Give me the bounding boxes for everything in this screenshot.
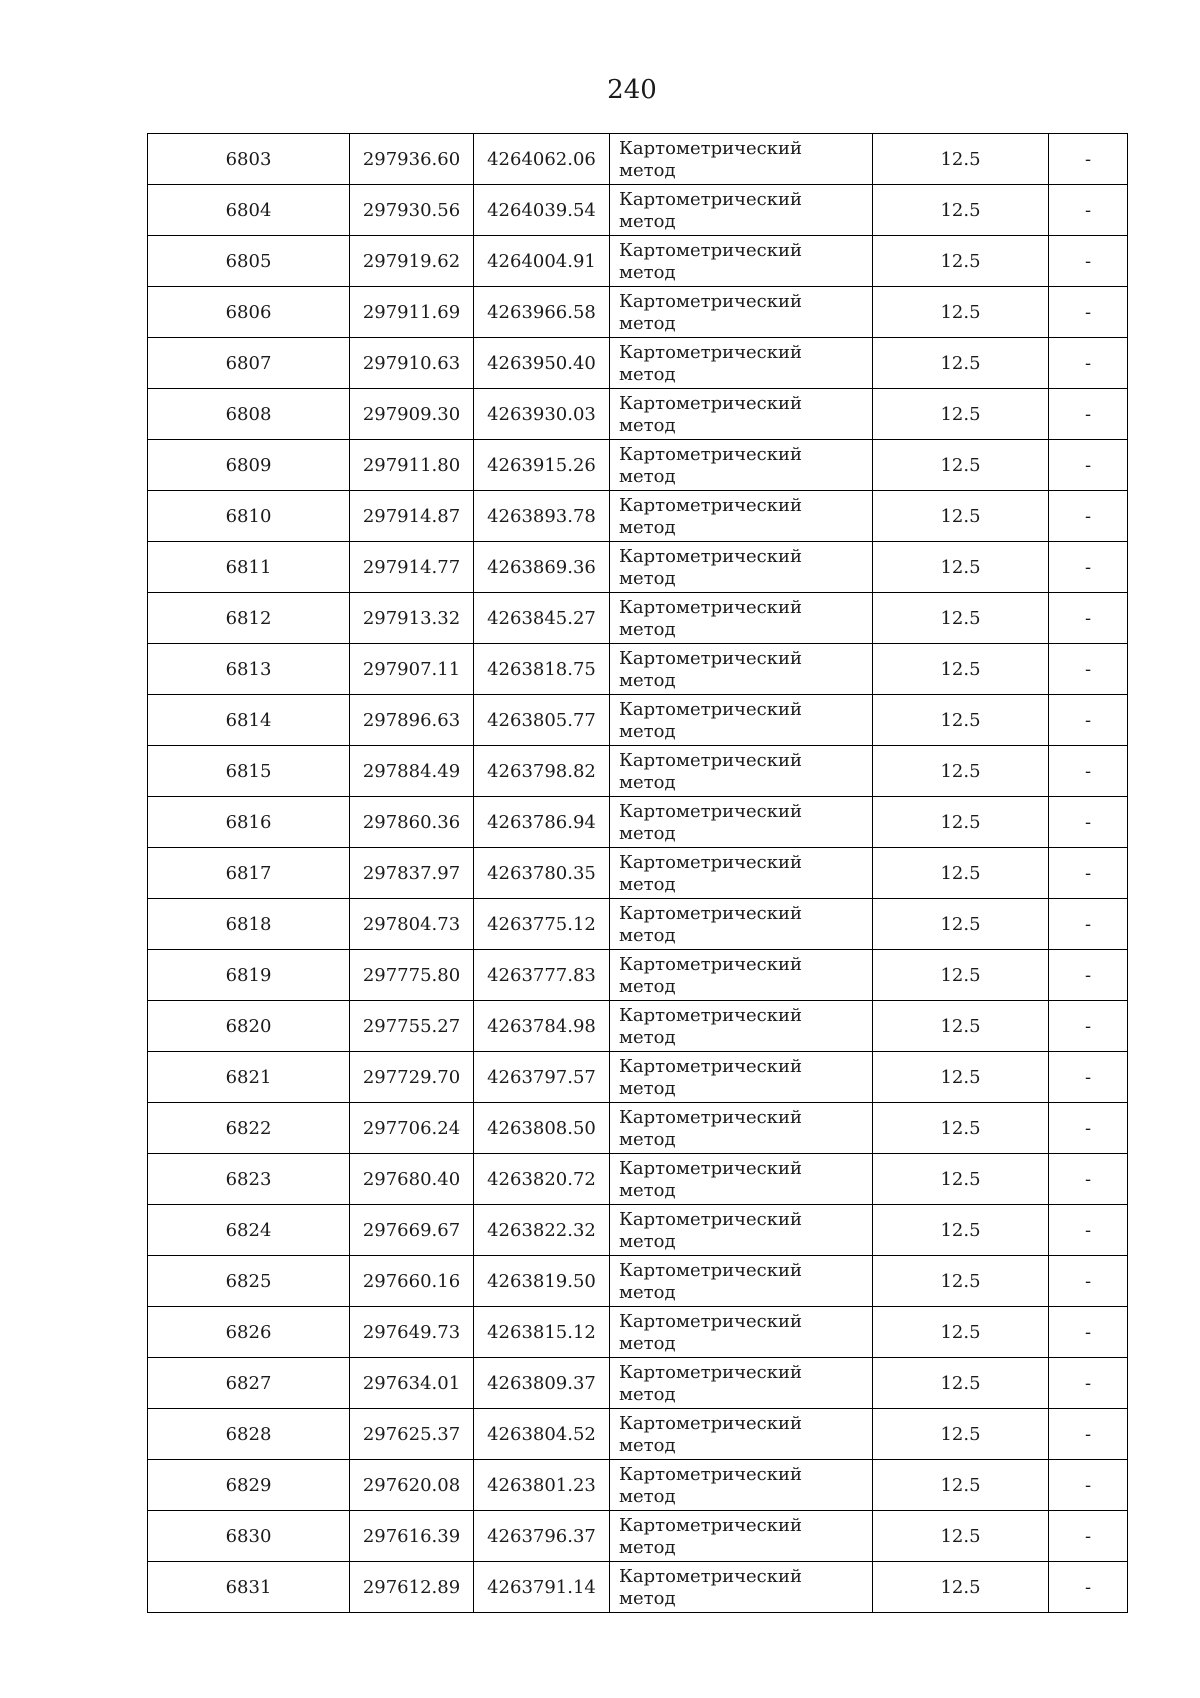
x-coordinate-cell: 297755.27 bbox=[350, 1001, 474, 1052]
method-cell: Картометрический метод bbox=[610, 1103, 873, 1154]
table-row bbox=[148, 389, 1128, 440]
point-number-cell: 6811 bbox=[148, 542, 350, 593]
accuracy-cell: 12.5 bbox=[873, 1052, 1049, 1103]
x-coordinate-cell: 297907.11 bbox=[350, 644, 474, 695]
point-number-cell: 6807 bbox=[148, 338, 350, 389]
accuracy-cell: 12.5 bbox=[873, 338, 1049, 389]
table-row bbox=[148, 593, 1128, 644]
method-cell: Картометрический метод bbox=[610, 746, 873, 797]
method-cell: Картометрический метод bbox=[610, 491, 873, 542]
accuracy-cell: 12.5 bbox=[873, 440, 1049, 491]
note-cell: - bbox=[1049, 797, 1128, 848]
x-coordinate-cell: 297649.73 bbox=[350, 1307, 474, 1358]
y-coordinate-cell: 4263808.50 bbox=[474, 1103, 610, 1154]
method-cell: Картометрический метод bbox=[610, 1511, 873, 1562]
table-row bbox=[148, 1103, 1128, 1154]
method-cell: Картометрический метод bbox=[610, 338, 873, 389]
accuracy-cell: 12.5 bbox=[873, 1562, 1049, 1613]
x-coordinate-cell: 297680.40 bbox=[350, 1154, 474, 1205]
x-coordinate-cell: 297909.30 bbox=[350, 389, 474, 440]
point-number-cell: 6827 bbox=[148, 1358, 350, 1409]
point-number-cell: 6820 bbox=[148, 1001, 350, 1052]
table-row bbox=[148, 1460, 1128, 1511]
x-coordinate-cell: 297930.56 bbox=[350, 185, 474, 236]
y-coordinate-cell: 4263791.14 bbox=[474, 1562, 610, 1613]
y-coordinate-cell: 4263809.37 bbox=[474, 1358, 610, 1409]
table-row bbox=[148, 1154, 1128, 1205]
point-number-cell: 6825 bbox=[148, 1256, 350, 1307]
point-number-cell: 6822 bbox=[148, 1103, 350, 1154]
x-coordinate-cell: 297837.97 bbox=[350, 848, 474, 899]
note-cell: - bbox=[1049, 1307, 1128, 1358]
x-coordinate-cell: 297936.60 bbox=[350, 134, 474, 185]
accuracy-cell: 12.5 bbox=[873, 389, 1049, 440]
note-cell: - bbox=[1049, 1052, 1128, 1103]
x-coordinate-cell: 297911.80 bbox=[350, 440, 474, 491]
note-cell: - bbox=[1049, 338, 1128, 389]
table-row bbox=[148, 1307, 1128, 1358]
note-cell: - bbox=[1049, 1460, 1128, 1511]
table-row bbox=[148, 440, 1128, 491]
method-cell: Картометрический метод bbox=[610, 593, 873, 644]
method-cell: Картометрический метод bbox=[610, 644, 873, 695]
x-coordinate-cell: 297919.62 bbox=[350, 236, 474, 287]
x-coordinate-cell: 297660.16 bbox=[350, 1256, 474, 1307]
note-cell: - bbox=[1049, 1562, 1128, 1613]
method-cell: Картометрический метод bbox=[610, 389, 873, 440]
table-row bbox=[148, 746, 1128, 797]
x-coordinate-cell: 297729.70 bbox=[350, 1052, 474, 1103]
y-coordinate-cell: 4263804.52 bbox=[474, 1409, 610, 1460]
note-cell: - bbox=[1049, 644, 1128, 695]
method-cell: Картометрический метод bbox=[610, 287, 873, 338]
accuracy-cell: 12.5 bbox=[873, 950, 1049, 1001]
table-row bbox=[148, 1256, 1128, 1307]
point-number-cell: 6826 bbox=[148, 1307, 350, 1358]
y-coordinate-cell: 4263950.40 bbox=[474, 338, 610, 389]
note-cell: - bbox=[1049, 185, 1128, 236]
point-number-cell: 6814 bbox=[148, 695, 350, 746]
note-cell: - bbox=[1049, 236, 1128, 287]
y-coordinate-cell: 4263784.98 bbox=[474, 1001, 610, 1052]
accuracy-cell: 12.5 bbox=[873, 1205, 1049, 1256]
accuracy-cell: 12.5 bbox=[873, 134, 1049, 185]
y-coordinate-cell: 4264062.06 bbox=[474, 134, 610, 185]
point-number-cell: 6818 bbox=[148, 899, 350, 950]
method-cell: Картометрический метод bbox=[610, 797, 873, 848]
accuracy-cell: 12.5 bbox=[873, 542, 1049, 593]
note-cell: - bbox=[1049, 593, 1128, 644]
point-number-cell: 6806 bbox=[148, 287, 350, 338]
accuracy-cell: 12.5 bbox=[873, 1103, 1049, 1154]
point-number-cell: 6817 bbox=[148, 848, 350, 899]
accuracy-cell: 12.5 bbox=[873, 287, 1049, 338]
page-number: 240 bbox=[607, 75, 657, 105]
point-number-cell: 6824 bbox=[148, 1205, 350, 1256]
accuracy-cell: 12.5 bbox=[873, 746, 1049, 797]
note-cell: - bbox=[1049, 950, 1128, 1001]
table-row bbox=[148, 1511, 1128, 1562]
note-cell: - bbox=[1049, 1103, 1128, 1154]
note-cell: - bbox=[1049, 1358, 1128, 1409]
method-cell: Картометрический метод bbox=[610, 1562, 873, 1613]
y-coordinate-cell: 4263915.26 bbox=[474, 440, 610, 491]
x-coordinate-cell: 297913.32 bbox=[350, 593, 474, 644]
y-coordinate-cell: 4263775.12 bbox=[474, 899, 610, 950]
accuracy-cell: 12.5 bbox=[873, 848, 1049, 899]
point-number-cell: 6809 bbox=[148, 440, 350, 491]
point-number-cell: 6829 bbox=[148, 1460, 350, 1511]
table-row bbox=[148, 1562, 1128, 1613]
point-number-cell: 6803 bbox=[148, 134, 350, 185]
x-coordinate-cell: 297706.24 bbox=[350, 1103, 474, 1154]
method-cell: Картометрический метод bbox=[610, 1256, 873, 1307]
x-coordinate-cell: 297612.89 bbox=[350, 1562, 474, 1613]
accuracy-cell: 12.5 bbox=[873, 593, 1049, 644]
method-cell: Картометрический метод bbox=[610, 1154, 873, 1205]
point-number-cell: 6815 bbox=[148, 746, 350, 797]
accuracy-cell: 12.5 bbox=[873, 644, 1049, 695]
method-cell: Картометрический метод bbox=[610, 134, 873, 185]
note-cell: - bbox=[1049, 1256, 1128, 1307]
y-coordinate-cell: 4263893.78 bbox=[474, 491, 610, 542]
method-cell: Картометрический метод bbox=[610, 542, 873, 593]
method-cell: Картометрический метод bbox=[610, 185, 873, 236]
y-coordinate-cell: 4263818.75 bbox=[474, 644, 610, 695]
accuracy-cell: 12.5 bbox=[873, 1511, 1049, 1562]
table-row bbox=[148, 185, 1128, 236]
table-row bbox=[148, 491, 1128, 542]
method-cell: Картометрический метод bbox=[610, 899, 873, 950]
y-coordinate-cell: 4263815.12 bbox=[474, 1307, 610, 1358]
note-cell: - bbox=[1049, 287, 1128, 338]
x-coordinate-cell: 297884.49 bbox=[350, 746, 474, 797]
note-cell: - bbox=[1049, 695, 1128, 746]
point-number-cell: 6821 bbox=[148, 1052, 350, 1103]
accuracy-cell: 12.5 bbox=[873, 185, 1049, 236]
point-number-cell: 6804 bbox=[148, 185, 350, 236]
method-cell: Картометрический метод bbox=[610, 1307, 873, 1358]
y-coordinate-cell: 4263796.37 bbox=[474, 1511, 610, 1562]
x-coordinate-cell: 297860.36 bbox=[350, 797, 474, 848]
note-cell: - bbox=[1049, 1001, 1128, 1052]
method-cell: Картометрический метод bbox=[610, 1205, 873, 1256]
x-coordinate-cell: 297625.37 bbox=[350, 1409, 474, 1460]
point-number-cell: 6813 bbox=[148, 644, 350, 695]
table-row bbox=[148, 1205, 1128, 1256]
y-coordinate-cell: 4263797.57 bbox=[474, 1052, 610, 1103]
method-cell: Картометрический метод bbox=[610, 1409, 873, 1460]
y-coordinate-cell: 4264004.91 bbox=[474, 236, 610, 287]
x-coordinate-cell: 297896.63 bbox=[350, 695, 474, 746]
method-cell: Картометрический метод bbox=[610, 1001, 873, 1052]
accuracy-cell: 12.5 bbox=[873, 236, 1049, 287]
accuracy-cell: 12.5 bbox=[873, 899, 1049, 950]
y-coordinate-cell: 4263805.77 bbox=[474, 695, 610, 746]
x-coordinate-cell: 297910.63 bbox=[350, 338, 474, 389]
method-cell: Картометрический метод bbox=[610, 1460, 873, 1511]
accuracy-cell: 12.5 bbox=[873, 1154, 1049, 1205]
point-number-cell: 6816 bbox=[148, 797, 350, 848]
accuracy-cell: 12.5 bbox=[873, 695, 1049, 746]
table-row bbox=[148, 950, 1128, 1001]
y-coordinate-cell: 4263820.72 bbox=[474, 1154, 610, 1205]
note-cell: - bbox=[1049, 542, 1128, 593]
table-row bbox=[148, 1409, 1128, 1460]
method-cell: Картометрический метод bbox=[610, 440, 873, 491]
y-coordinate-cell: 4263777.83 bbox=[474, 950, 610, 1001]
point-number-cell: 6830 bbox=[148, 1511, 350, 1562]
point-number-cell: 6810 bbox=[148, 491, 350, 542]
note-cell: - bbox=[1049, 491, 1128, 542]
accuracy-cell: 12.5 bbox=[873, 1460, 1049, 1511]
accuracy-cell: 12.5 bbox=[873, 1256, 1049, 1307]
accuracy-cell: 12.5 bbox=[873, 797, 1049, 848]
note-cell: - bbox=[1049, 134, 1128, 185]
y-coordinate-cell: 4263822.32 bbox=[474, 1205, 610, 1256]
y-coordinate-cell: 4263930.03 bbox=[474, 389, 610, 440]
point-number-cell: 6823 bbox=[148, 1154, 350, 1205]
point-number-cell: 6828 bbox=[148, 1409, 350, 1460]
accuracy-cell: 12.5 bbox=[873, 1358, 1049, 1409]
y-coordinate-cell: 4263869.36 bbox=[474, 542, 610, 593]
accuracy-cell: 12.5 bbox=[873, 1001, 1049, 1052]
method-cell: Картометрический метод bbox=[610, 950, 873, 1001]
method-cell: Картометрический метод bbox=[610, 1052, 873, 1103]
note-cell: - bbox=[1049, 1511, 1128, 1562]
point-number-cell: 6805 bbox=[148, 236, 350, 287]
coordinates-table-body bbox=[148, 134, 1128, 1613]
accuracy-cell: 12.5 bbox=[873, 1307, 1049, 1358]
table-row bbox=[148, 287, 1128, 338]
y-coordinate-cell: 4263786.94 bbox=[474, 797, 610, 848]
table-row bbox=[148, 236, 1128, 287]
table-row bbox=[148, 1358, 1128, 1409]
table-row bbox=[148, 695, 1128, 746]
method-cell: Картометрический метод bbox=[610, 695, 873, 746]
note-cell: - bbox=[1049, 899, 1128, 950]
method-cell: Картометрический метод bbox=[610, 236, 873, 287]
y-coordinate-cell: 4263819.50 bbox=[474, 1256, 610, 1307]
x-coordinate-cell: 297804.73 bbox=[350, 899, 474, 950]
x-coordinate-cell: 297914.87 bbox=[350, 491, 474, 542]
point-number-cell: 6812 bbox=[148, 593, 350, 644]
x-coordinate-cell: 297775.80 bbox=[350, 950, 474, 1001]
table-row bbox=[148, 899, 1128, 950]
coordinates-table bbox=[147, 133, 1128, 1613]
note-cell: - bbox=[1049, 1205, 1128, 1256]
y-coordinate-cell: 4263780.35 bbox=[474, 848, 610, 899]
table-row bbox=[148, 848, 1128, 899]
table-row bbox=[148, 797, 1128, 848]
x-coordinate-cell: 297620.08 bbox=[350, 1460, 474, 1511]
accuracy-cell: 12.5 bbox=[873, 1409, 1049, 1460]
x-coordinate-cell: 297911.69 bbox=[350, 287, 474, 338]
table-row bbox=[148, 1001, 1128, 1052]
point-number-cell: 6831 bbox=[148, 1562, 350, 1613]
note-cell: - bbox=[1049, 389, 1128, 440]
table-row bbox=[148, 338, 1128, 389]
x-coordinate-cell: 297634.01 bbox=[350, 1358, 474, 1409]
note-cell: - bbox=[1049, 1154, 1128, 1205]
y-coordinate-cell: 4263801.23 bbox=[474, 1460, 610, 1511]
x-coordinate-cell: 297914.77 bbox=[350, 542, 474, 593]
accuracy-cell: 12.5 bbox=[873, 491, 1049, 542]
table-row bbox=[148, 644, 1128, 695]
point-number-cell: 6819 bbox=[148, 950, 350, 1001]
y-coordinate-cell: 4264039.54 bbox=[474, 185, 610, 236]
note-cell: - bbox=[1049, 746, 1128, 797]
y-coordinate-cell: 4263845.27 bbox=[474, 593, 610, 644]
x-coordinate-cell: 297669.67 bbox=[350, 1205, 474, 1256]
point-number-cell: 6808 bbox=[148, 389, 350, 440]
table-row bbox=[148, 542, 1128, 593]
note-cell: - bbox=[1049, 440, 1128, 491]
note-cell: - bbox=[1049, 848, 1128, 899]
y-coordinate-cell: 4263798.82 bbox=[474, 746, 610, 797]
y-coordinate-cell: 4263966.58 bbox=[474, 287, 610, 338]
table-row bbox=[148, 1052, 1128, 1103]
x-coordinate-cell: 297616.39 bbox=[350, 1511, 474, 1562]
method-cell: Картометрический метод bbox=[610, 1358, 873, 1409]
table-row bbox=[148, 134, 1128, 185]
method-cell: Картометрический метод bbox=[610, 848, 873, 899]
note-cell: - bbox=[1049, 1409, 1128, 1460]
